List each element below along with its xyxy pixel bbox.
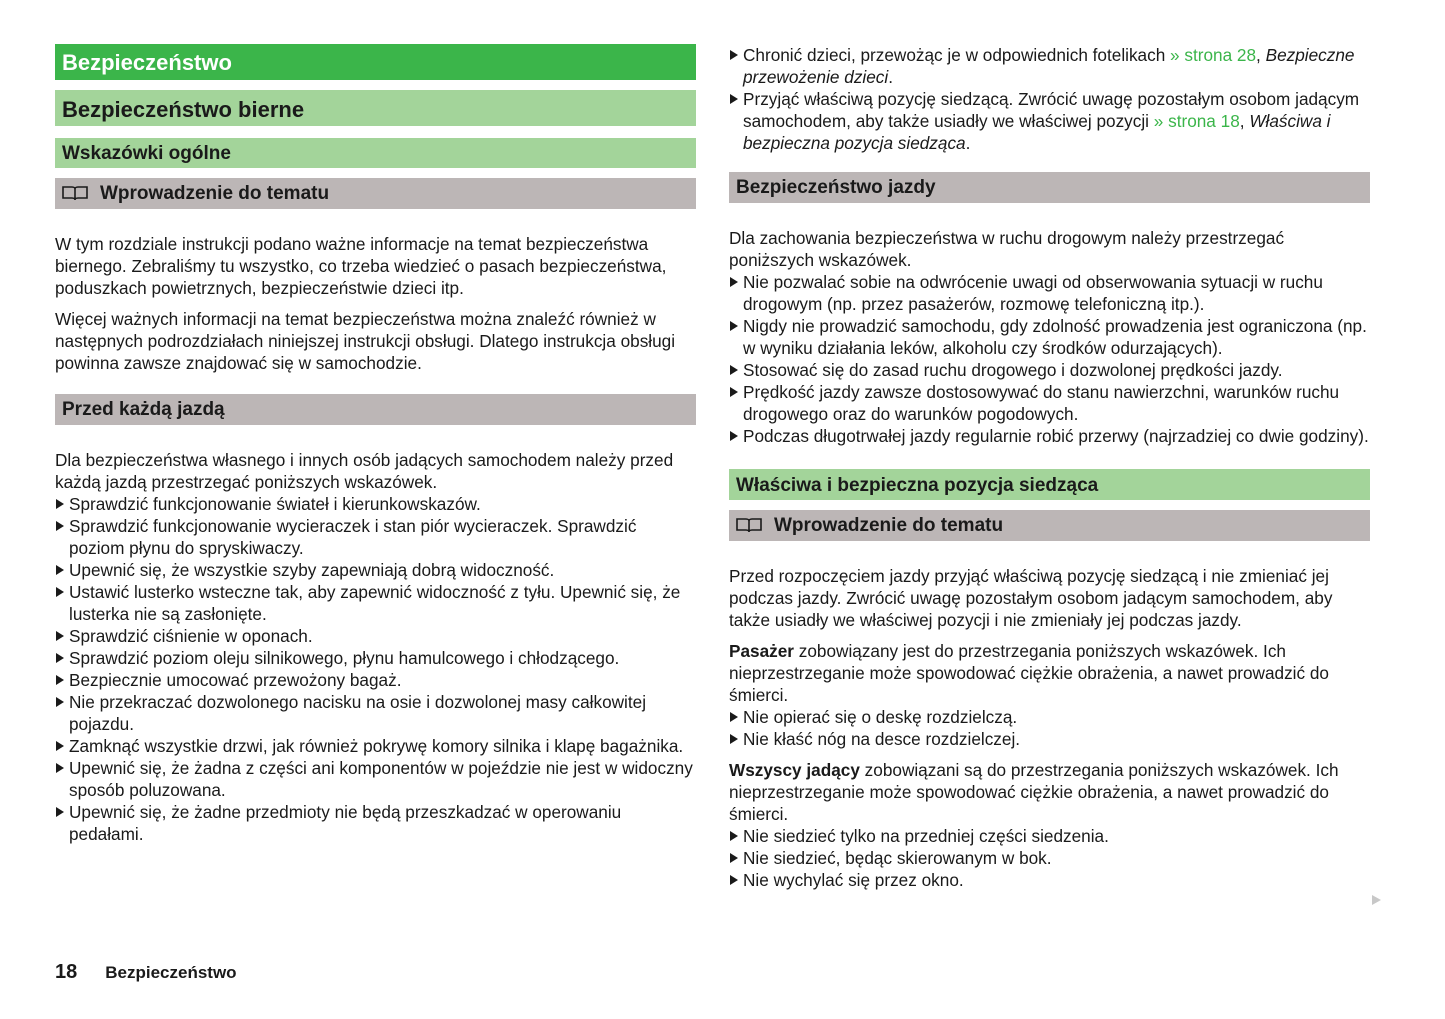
reference-title: Bezpieczne przewożenie dzieci [743,45,1355,87]
passenger-list [729,706,1370,750]
left-column [55,44,696,854]
list-item: Nie pozwalać sobie na odwrócenie uwagi od obserwowania sytuacji w ruchu drogowym (np. przez pasażerów, rozmowę telefoniczną itp.). [729,271,1370,315]
continue-arrow-icon [1372,895,1381,905]
list-item: Podczas długotrwałej jazdy regularnie robić przerwy (najrzadziej co dwie godziny). [729,425,1370,447]
all-occupants-list [729,825,1370,891]
page-number: 18 [55,961,78,983]
paragraph: Dla bezpieczeństwa własnego i innych osób jadących samochodem należy przed każdą jazdą przestrzegać poniższych wskazówek. [55,450,674,492]
driving-safety-heading: Bezpieczeństwo jazdy [729,172,1370,203]
paragraph: W tym rozdziale instrukcji podano ważne informacje na temat bezpieczeństwa biernego. Zebraliśmy tu wszystko, co trzeba wiedzieć o pasach bezpieczeństwa, poduszkach powietrznych, bezpieczeństwie dzieci itp. [55,234,667,298]
before-drive-heading: Przed każdą jazdą [55,394,696,425]
list-item: Przyjąć właściwą pozycję siedzącą. Zwrócić uwagę pozostałym osobom jadącym samochodem, aby także usiadły we właściwej pozycji » strona 18, Właściwa i bezpieczna pozycja siedząca. [729,88,1370,154]
list-item: Sprawdzić funkcjonowanie świateł i kierunkowskazów. [55,493,696,515]
chapter-heading: Bezpieczeństwo [55,44,696,80]
list-item: Prędkość jazdy zawsze dostosowywać do stanu nawierzchni, warunków ruchu drogowego oraz do warunków pogodowych. [729,381,1370,425]
paragraph: Przed rozpoczęciem jazdy przyjąć właściwą pozycję siedzącą i nie zmieniać jej podczas jazdy. Zwrócić uwagę pozostałym osobom jadącym samochodem, aby także usiadły we właściwej pozycji i nie zmieniały jej podczas jazdy. [729,566,1333,630]
page-link[interactable]: » strona 18 [1153,111,1240,131]
list-item: Nie opierać się o deskę rozdzielczą. [729,706,1370,728]
list-item: Nigdy nie prowadzić samochodu, gdy zdolność prowadzenia jest ograniczona (np. w wyniku działania leków, alkoholu czy środków odurzających). [729,315,1370,359]
book-icon [62,185,88,201]
paragraph: Dla zachowania bezpieczeństwa w ruchu drogowym należy przestrzegać poniższych wskazówek. [729,228,1285,270]
list-item: Nie kłaść nóg na desce rozdzielczej. [729,728,1370,750]
bold-term: Pasażer [729,641,794,661]
separator: , [1256,45,1266,65]
footer-title: Bezpieczeństwo [105,963,237,982]
intro-heading-text: Wprowadzenie do tematu [774,515,1004,536]
separator: , [1239,111,1250,131]
intro-heading-text: Wprowadzenie do tematu [100,183,330,204]
continued-list [729,44,1370,154]
right-column [729,44,1370,900]
item-text: Przyjąć właściwą pozycję siedzącą. Zwrócić uwagę pozostałym osobom jadącym samochodem, aby także usiadły we właściwej pozycji [743,89,1360,131]
list-item: Upewnić się, że żadne przedmioty nie będą przeszkadzać w operowaniu pedałami. [55,801,696,845]
subsection-heading: Wskazówki ogólne [55,138,696,168]
driving-list [729,271,1370,447]
list-item: Nie siedzieć, będąc skierowanym w bok. [729,847,1370,869]
seating-heading: Właściwa i bezpieczna pozycja siedząca [729,469,1370,500]
list-item: Stosować się do zasad ruchu drogowego i dozwolonej prędkości jazdy. [729,359,1370,381]
intro-heading [55,178,696,209]
paragraph: Więcej ważnych informacji na temat bezpieczeństwa można znaleźć również w następnych podrozdziałach niniejszej instrukcji obsługi. Dlatego instrukcja obsługi powinna zawsze znajdować się w samochodzie. [55,309,676,373]
list-item: Upewnić się, że żadna z części ani komponentów w pojeździe nie jest w widoczny sposób poluzowana. [55,757,696,801]
page-footer [55,961,237,984]
list-item: Nie siedzieć tylko na przedniej części siedzenia. [729,825,1370,847]
passenger-paragraph [729,640,1370,706]
list-item: Sprawdzić poziom oleju silnikowego, płynu hamulcowego i chłodzącego. [55,647,696,669]
section-heading: Bezpieczeństwo bierne [55,90,696,126]
item-text: Chronić dzieci, przewożąc je w odpowiednich fotelikach [743,45,1171,65]
list-item: Ustawić lusterko wsteczne tak, aby zapewnić widoczność z tyłu. Upewnić się, że lusterka nie są zasłonięte. [55,581,696,625]
bold-term: Wszyscy jadący [729,760,860,780]
paragraph-text: zobowiązany jest do przestrzegania poniższych wskazówek. Ich nieprzestrzeganie może spowodować ciężkie obrażenia, a nawet prowadzić do śmierci. [729,641,1329,705]
seating-intro-heading [729,510,1370,541]
book-icon [736,517,762,533]
page-link[interactable]: » strona 28 [1170,45,1257,65]
paragraph-text: zobowiązani są do przestrzegania poniższych wskazówek. Ich nieprzestrzeganie może spowodować ciężkie obrażenia, a nawet prowadzić do śmierci. [729,760,1339,824]
before-drive-list [55,493,696,845]
list-item: Zamknąć wszystkie drzwi, jak również pokrywę komory silnika i klapę bagażnika. [55,735,696,757]
list-item: Bezpiecznie umocować przewożony bagaż. [55,669,696,691]
list-item: Chronić dzieci, przewożąc je w odpowiednich fotelikach » strona 28, Bezpieczne przewożenie dzieci. [729,44,1370,88]
list-item: Nie przekraczać dozwolonego nacisku na osie i dozwolonej masy całkowitej pojazdu. [55,691,696,735]
reference-title: Właściwa i bezpieczna pozycja siedząca [743,111,1331,153]
list-item: Sprawdzić funkcjonowanie wycieraczek i stan piór wycieraczek. Sprawdzić poziom płynu do spryskiwaczy. [55,515,696,559]
list-item: Nie wychylać się przez okno. [729,869,1370,891]
list-item: Sprawdzić ciśnienie w oponach. [55,625,696,647]
list-item: Upewnić się, że wszystkie szyby zapewniają dobrą widoczność. [55,559,696,581]
all-occupants-paragraph [729,759,1370,825]
